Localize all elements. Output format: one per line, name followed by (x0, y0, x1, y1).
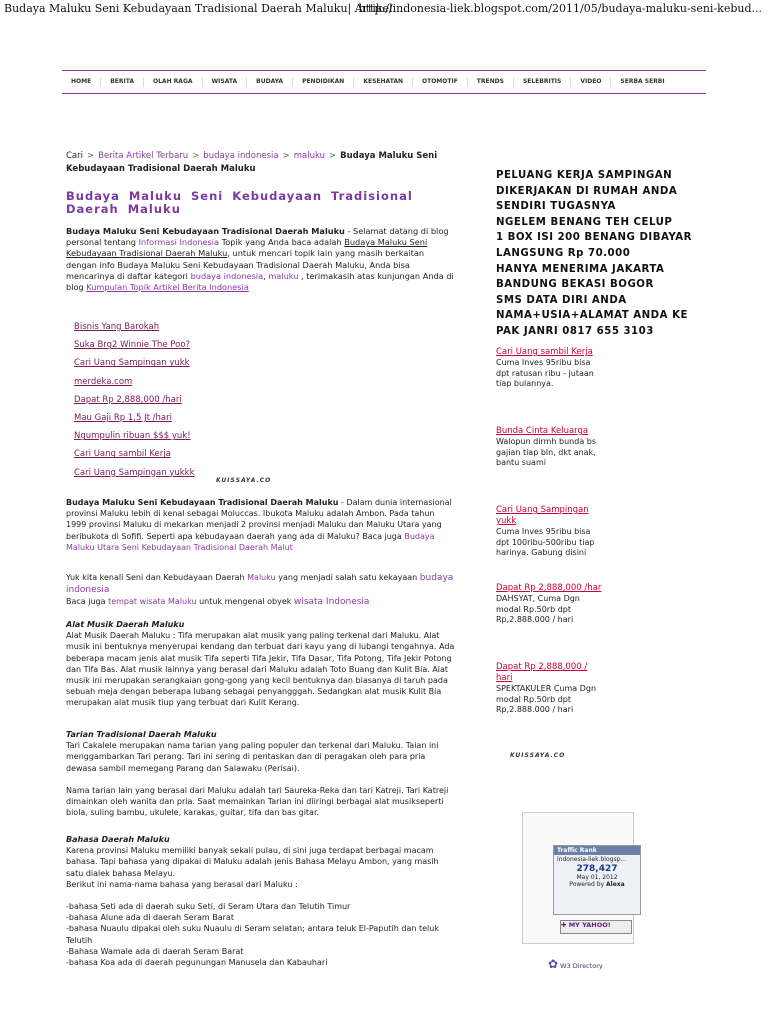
job-ad-line: HANYA MENERIMA JAKARTA (496, 263, 665, 275)
p2-link-budaya[interactable]: budaya indonesia (66, 573, 454, 596)
traffic-rank-value: 278,427 (576, 864, 618, 874)
p2-text: Baca juga (66, 597, 109, 607)
nav-berita[interactable]: BERITA (101, 77, 144, 87)
intro-text: , terimakasih atas kunjungan Anda di blog (66, 270, 454, 293)
sidebar-ad-title[interactable]: Dapat Rp 2,888,000 / hari (496, 662, 588, 683)
intro-text: Topik yang Anda baca adalah (219, 237, 345, 248)
sidebar-ad-title[interactable]: Cari Uang Sampingan yukk (496, 505, 589, 526)
intro-link-blog[interactable]: Kumpulan Topik Artikel Berita Indonesia (86, 282, 249, 293)
job-ad-line: NGELEM BENANG TEH CELUP (496, 216, 673, 228)
p1-bold: Budaya Maluku Seni Kebudayaan Tradisional Daerah Maluku (66, 498, 339, 507)
nav-selebritis[interactable]: SELEBRITIS (514, 77, 571, 87)
sidebar-ad-desc: Walopun dirmh bunda bs gajian tiap bln, dkt anak, bantu suami (496, 437, 597, 467)
job-ad-line: DIKERJAKAN DI RUMAH ANDA (496, 185, 678, 197)
kuis-logo[interactable]: KUISSAYA.CO (216, 477, 272, 484)
traffic-rank-box (553, 845, 641, 915)
traffic-rank-site: indonesia-liek.blogsp... (557, 856, 627, 863)
breadcrumb-prefix: Cari (66, 151, 83, 161)
my-yahoo-button[interactable] (560, 920, 632, 934)
nav-budaya[interactable]: BUDAYA (247, 77, 293, 87)
ad-link[interactable]: Cari Uang sambil Kerja (74, 449, 171, 460)
section-tarian (66, 729, 456, 818)
sidebar-ad (496, 426, 606, 469)
job-ad-line: 1 BOX ISI 200 BENANG DIBAYAR (496, 232, 692, 244)
ad-link[interactable]: merdeka.com (74, 376, 133, 387)
p2-text: Yuk kita kenali Seni dan Kebudayaan Daerah (66, 573, 248, 582)
traffic-rank-date: May 01, 2012 (576, 874, 618, 881)
intro-bold: Budaya Maluku Seni Kebudayaan Tradisional Daerah Maluku (66, 226, 345, 236)
ad-link[interactable]: Dapat Rp 2,888,000 /hari (74, 394, 182, 405)
nav-trends[interactable]: TRENDS (468, 77, 514, 87)
intro-text: , untuk mencari topik lain yang masih berkaitan dengan info Budaya Maluku Seni Kebudayaan Tradisional Daerah Maluku, Anda bisa mencarinya di daftar kategori (66, 248, 425, 281)
w3-directory-badge[interactable] (548, 957, 638, 981)
post-title[interactable]: Budaya Maluku Seni Kebudayaan Tradisional Daerah Maluku (66, 189, 413, 216)
list-item: -bahasa Nuaulu dipakai oleh suku Nuaulu di Seram selatan; antara teluk El-Paputih dan teluk Telutih (66, 924, 439, 945)
nav-home[interactable]: HOME (62, 77, 101, 87)
nav-serba-serbi[interactable]: SERBA SERBI (620, 78, 665, 85)
job-ad-line: PAK JANRI 0817 655 3103 (496, 325, 654, 337)
traffic-powered: Powered by (569, 881, 605, 888)
ad-link[interactable]: Suka Brg2 Winnie The Poo? (74, 340, 191, 351)
ad-link[interactable]: Mau Gaji Rp 1,5 Jt /hari (74, 413, 172, 424)
my-yahoo-label: MY YAHOO! (568, 921, 611, 929)
breadcrumb-current: Budaya Maluku Seni Kebudayaan Tradisional Daerah Maluku (66, 151, 438, 174)
sidebar-ad-desc: SPEKTAKULER Cuma Dgn modal Rp.50rb dpt Rp,2.888.000 / hari (496, 684, 597, 714)
intro-link-informasi[interactable]: Informasi Indonesia (138, 237, 220, 248)
sidebar-ad (496, 583, 606, 626)
intro-link-category-maluku[interactable]: maluku (268, 270, 299, 281)
nav-wisata[interactable]: WISATA (203, 77, 248, 87)
intro-paragraph (66, 226, 456, 293)
sidebar-ad-desc: Cuma Inves 95ribu bisa dpt 100ribu-500ribu tiap harinya. Gabung disini (496, 527, 595, 557)
p2-text: untuk mengenal obyek (196, 597, 294, 607)
p1-link[interactable]: Budaya Maluku Utara Seni Kebudayaan Tradisional Daerah Malut (66, 531, 435, 552)
section-alat-musik (66, 619, 456, 709)
sidebar-ad (496, 347, 606, 390)
body-paragraph (66, 497, 456, 553)
job-ad-line: NAMA+USIA+ALAMAT ANDA KE (496, 310, 688, 322)
sidebar-ad (496, 505, 606, 559)
alexa-logo: Alexa (606, 881, 625, 888)
globe-icon: ✿ (548, 957, 559, 971)
intro-text: - Selamat datang di blog personal tentang (66, 226, 449, 248)
p2-link-wisata-maluku[interactable]: tempat wisata Maluku (108, 597, 197, 607)
breadcrumb-link-budaya[interactable]: budaya indonesia (203, 151, 279, 161)
list-item: -bahasa Seti ada di daerah suku Seti, di Seram Utara dan Telutih Timur (66, 902, 351, 912)
section-bahasa (66, 834, 456, 968)
breadcrumb-link-berita[interactable]: Berita Artikel Terbaru (98, 151, 189, 161)
job-ad-line: SMS DATA DIRI ANDA (496, 294, 627, 306)
ad-link[interactable]: Cari Uang Sampingan yukkk (74, 467, 195, 478)
main-nav (62, 70, 706, 94)
section-body: Tari Cakalele merupakan nama tarian yang paling populer dan terkenal dari Maluku. Taian ini menggambarkan Tari perang. Tari ini sering di pentaskan dan di peragakan oleh para pria dewasa sambil memegang Parang dan Salawaku (Perisai). (66, 741, 439, 773)
section-heading: Alat Musik Daerah Maluku (66, 620, 185, 629)
p2-link-maluku[interactable]: Maluku (247, 573, 276, 582)
p2-link-wisata-indonesia[interactable]: wisata Indonesia (293, 597, 370, 608)
intro-link-topic[interactable]: Budaya Maluku Seni Kebudayaan Tradisional Daerah Maluku (66, 237, 428, 259)
intro-link-category-budaya[interactable]: budaya indonesia (190, 270, 264, 281)
job-ad-line: PELUANG KERJA SAMPINGAN (496, 170, 673, 181)
nav-kesehatan[interactable]: KESEHATAN (354, 77, 413, 87)
p2-text: yang menjadi salah satu kekayaan (275, 573, 420, 582)
job-ad-banner[interactable] (496, 168, 696, 340)
ad-link[interactable]: Bisnis Yang Barokah (74, 322, 160, 332)
sidebar-ad-title[interactable]: Cari Uang sambil Kerja (496, 347, 593, 357)
plus-icon: ✚ (561, 921, 567, 929)
ad-link[interactable]: Ngumpulin ribuan $$$ yuk! (74, 431, 191, 442)
section-body: Karena provinsi Maluku memiliki banyak sekali pulau, di sini juga terdapat berbagai macam bahasa. Tapi bahasa yang dipakai di Maluku adalah jenis Bahasa Melayu Ambon, yang masih satu dialek bahasa Melayu. (66, 846, 439, 878)
breadcrumb-link-maluku[interactable]: maluku (293, 151, 326, 161)
list-item: -Bahasa Wamale ada di daerah Seram Barat (66, 946, 244, 956)
breadcrumb: Cari > Berita Artikel Terbaru > budaya indonesia > maluku > Budaya Maluku Seni Kebudayaan Tradisional Daerah Maluku (66, 151, 438, 174)
traffic-rank-title: Traffic Rank (554, 846, 640, 855)
print-header (0, 0, 768, 22)
print-url: http://indonesia-liek.blogspot.com/2011/05/budaya-maluku-seni-kebud... (358, 2, 762, 15)
section-body: Berikut ini nama-nama bahasa yang berasal dari Maluku : (66, 879, 298, 889)
section-body: Nama tarian lain yang berasal dari Maluku adalah tari Saureka-Reka dan tari Katreji. Tari Katreji dimainkan oleh wanita dan pria. Saat memainkan Tarian ini diiringi berbagai alat musikseperti biola, suling bambu, ukulele, karakas, guitar, tifa dan bas gitar. (66, 785, 449, 818)
sidebar-ad-desc: DAHSYAT, Cuma Dgn modal Rp.50rb dpt Rp,2.888.000 / hari (496, 594, 580, 624)
job-ad-line: SENDIRI TUGASNYA (496, 201, 616, 213)
section-body: Alat Musik Daerah Maluku : Tifa merupakan alat musik yang paling terkenal dari Maluku. Alat musik ini bentuknya menyerupai kendang dan terbuat dari kayu yang di lubangi tengahnya. Ada beberapa macam jenis alat musik Tifa seperti Tifa Jekir, Tifa Dasar, Tifa Potong, Tifa Jekir Potong dan Tifa Bas. Alat musik lainnya yang berasal dari Maluku adalah Toto Buang dan Kulit Bia. Alat musik ini merupakan serangkaian gong-gong yang kecil bentuknya dan biasanya di taruh pada sebuah meja dengan beberapa lubang sebagai penyangggah. Sedangkan alat musik Kulit Bia merupakan alat musik tiup yang terbuat dari Kulit Kerang. (66, 631, 455, 708)
print-title: Budaya Maluku Seni Kebudayaan Tradisional Daerah Maluku| Artikel ... (4, 2, 407, 15)
kuis-logo[interactable]: KUISSAYA.CO (510, 752, 566, 759)
body-paragraph (66, 572, 456, 609)
p1-text: - Dalam dunia internasional provinsi Maluku lebih di kenal sebagai Moluccas. Ibukota Maluku adalah Ambon. Pada tahun 1999 provinsi Maluku di mekarkan menjadi 2 provinsi menjadi Maluku dan Maluku Utara yang beribukota di Sofifi. Seperti apa kebudayaan daerah yang ada di Maluku? Baca juga (66, 498, 452, 541)
nav-video[interactable]: VIDEO (571, 77, 611, 87)
section-heading: Tarian Tradisional Daerah Maluku (66, 730, 217, 739)
job-ad-line: BANDUNG BEKASI BOGOR (496, 279, 654, 291)
intro-text: , (263, 270, 269, 281)
ad-link[interactable]: Cari Uang Sampingan yukk (74, 358, 190, 369)
w3-directory-label: W3 Directory (560, 962, 603, 970)
ad-link-list (74, 318, 195, 482)
job-ad-line: LANGSUNG Rp 70.000 (496, 247, 631, 259)
nav-olah-raga[interactable]: OLAH RAGA (144, 77, 203, 87)
sidebar-ad-title[interactable]: Bunda Cinta Keluarga (496, 426, 589, 436)
sidebar-ad-desc: Cuma Inves 95ribu bisa dpt ratusan ribu - jutaan tiap bulannya. (496, 358, 594, 388)
sidebar-ad-title[interactable]: Dapat Rp 2,888,000 /har (496, 583, 602, 593)
section-heading: Bahasa Daerah Maluku (66, 835, 170, 844)
list-item: -bahasa Alune ada di daerah Seram Barat (66, 913, 234, 923)
nav-otomotif[interactable]: OTOMOTIF (413, 77, 468, 87)
list-item: -bahasa Koa ada di daerah pegunungan Manusela dan Kabauhari (66, 958, 328, 968)
sidebar-ad (496, 662, 606, 716)
nav-pendidikan[interactable]: PENDIDIKAN (293, 77, 354, 87)
